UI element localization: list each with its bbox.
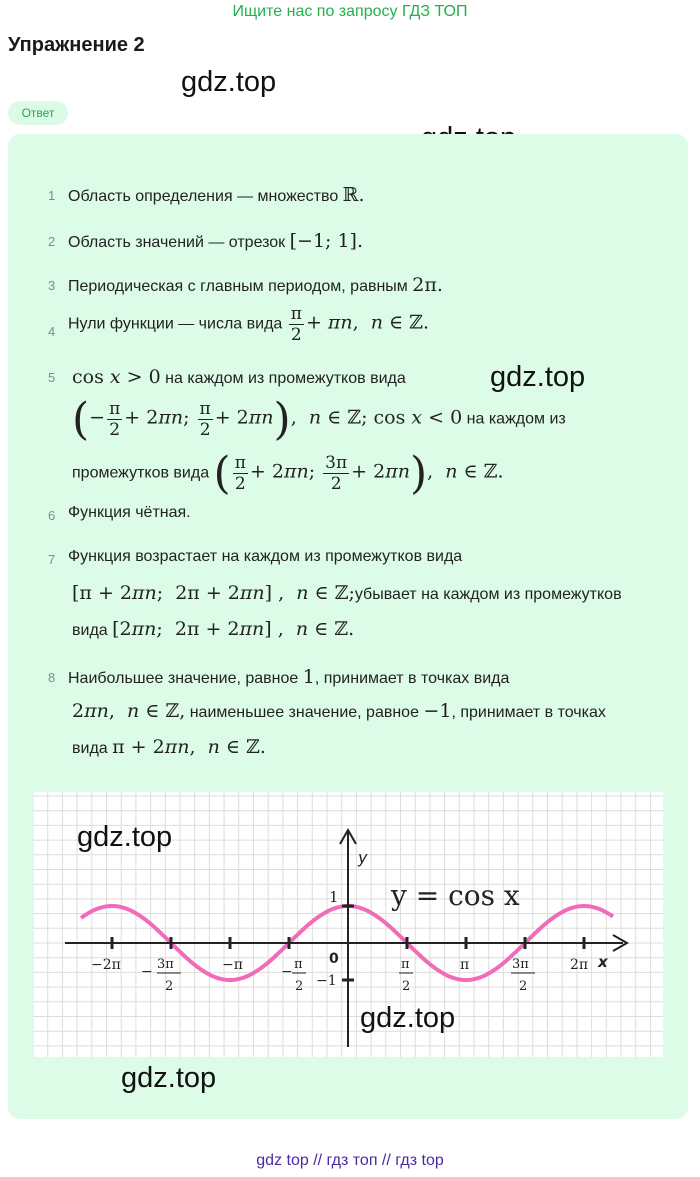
item-text-part: Функция возрастает на каждом из промежутков вида <box>68 548 463 565</box>
x-tick-2pi: 2π <box>570 957 589 973</box>
item-text-part: промежутков вида <box>72 464 214 482</box>
item-text-line-2: [π + 2πn; 2π + 2πn] , n ∈ ℤ;убывает на каждом из промежутков <box>72 582 622 604</box>
x-tick-3pi-den: 2 <box>165 979 174 994</box>
search-hint-link[interactable]: Ищите нас по запросу ГДЗ ТОП <box>232 3 468 20</box>
watermark: gdz.top <box>181 66 277 98</box>
item-number: 3 <box>48 278 56 293</box>
item-math: ℝ. <box>342 184 365 206</box>
item-text-part: , принимает в точках <box>451 704 606 721</box>
y-axis-label: y <box>358 848 368 867</box>
x-tick-minus-sign: − <box>141 964 153 980</box>
item-text-part: Периодическая с главным периодом, равным <box>68 278 413 295</box>
item-number: 5 <box>48 370 56 385</box>
item-text <box>68 274 443 296</box>
item-text-part: убывает на каждом из промежутков <box>354 586 622 603</box>
x-tick-minus-pi: −π <box>222 957 243 973</box>
x-tick-pi2-num: π <box>401 957 410 972</box>
item-text-part: Функция чётная. <box>68 504 191 521</box>
item-text-line-1 <box>68 548 462 566</box>
item-text-line-1: Наибольшее значение, равное 1, принимает в точках вида <box>68 666 510 688</box>
watermark: gdz.top <box>77 821 173 853</box>
item-text-line-3: вида π + 2πn, n ∈ ℤ. <box>72 736 266 758</box>
function-label: y = cos x <box>391 879 520 912</box>
item-text-line-3: промежутков вида ( $\frac{\pi}{2}$ + 2πn; $\frac{3\pi}{2}$ + 2πn), n ∈ ℤ. <box>72 448 504 499</box>
item-text-line-2: 2πn, n ∈ ℤ, наименьшее значение, равное −1, принимает в точках <box>72 700 606 722</box>
x-tick-pi: π <box>460 957 470 973</box>
item-number: 8 <box>48 670 56 685</box>
item-text-line-2: (− $\frac{\pi}{2}$ + 2πn; $\frac{\pi}{2}$ + 2πn), n ∈ ℤ; cos x < 0 на каждом из <box>72 394 566 445</box>
x-tick-minus-sign-2: − <box>281 964 293 980</box>
item-text-part: Область определения — множество <box>68 188 343 205</box>
answer-badge[interactable]: Ответ <box>8 101 68 125</box>
item-text-part: Область значений — отрезок <box>68 234 290 251</box>
x-tick-minus-2pi: −2π <box>91 957 121 973</box>
item-text-part: Наибольшее значение, равное <box>68 670 303 687</box>
item-number: 2 <box>48 234 56 249</box>
watermark: gdz.top <box>360 1002 456 1034</box>
item-text-part: , принимает в точках вида <box>314 670 510 687</box>
x-tick-3pi-num: 3π <box>157 957 174 972</box>
item-number: 7 <box>48 552 56 567</box>
item-text: Нули функции — числа вида $\frac{\pi}{2}$ + πn, n ∈ ℤ. <box>68 304 430 345</box>
y-tick-1: 1 <box>329 888 339 906</box>
footer-links[interactable]: gdz top // гдз топ // гдз top <box>256 1152 444 1169</box>
exercise-title: Упражнение 2 <box>8 34 145 56</box>
watermark: gdz.top <box>490 361 586 393</box>
x-axis-label: x <box>598 953 608 971</box>
x-tick-3pi2-num: 3π <box>512 957 529 972</box>
x-tick-pi2-den: 2 <box>402 979 411 994</box>
item-number: 4 <box>48 324 56 339</box>
item-text-line-1: cos x > 0 на каждом из промежутков вида <box>72 366 406 388</box>
item-text-part: Нули функции — числа вида <box>68 315 287 333</box>
x-tick-3pi2-den: 2 <box>519 979 528 994</box>
item-text-part: на каждом из <box>462 410 566 428</box>
item-number: 1 <box>48 188 56 203</box>
y-tick-minus-1: −1 <box>316 973 337 989</box>
item-math: [−1; 1]. <box>289 230 364 252</box>
item-text-line-3: вида [2πn; 2π + 2πn] , n ∈ ℤ. <box>72 618 355 640</box>
item-text <box>68 504 191 522</box>
item-text-part: вида <box>72 622 113 639</box>
origin-label: 0 <box>329 951 339 967</box>
x-tick-pi-den: 2 <box>295 979 304 994</box>
math-fraction: $\frac{\pi}{2}$ <box>290 304 302 345</box>
item-number: 6 <box>48 508 56 523</box>
item-text-part: вида <box>72 740 113 757</box>
item-text <box>68 230 363 252</box>
answer-card <box>8 134 688 1119</box>
item-text <box>68 184 365 206</box>
watermark: gdz.top <box>121 1062 217 1094</box>
item-math: 2π. <box>412 274 443 296</box>
item-text-part: наименьшее значение, равное <box>185 704 424 721</box>
x-tick-pi-num: π <box>294 957 303 972</box>
item-text-part: на каждом из промежутков вида <box>160 370 406 387</box>
